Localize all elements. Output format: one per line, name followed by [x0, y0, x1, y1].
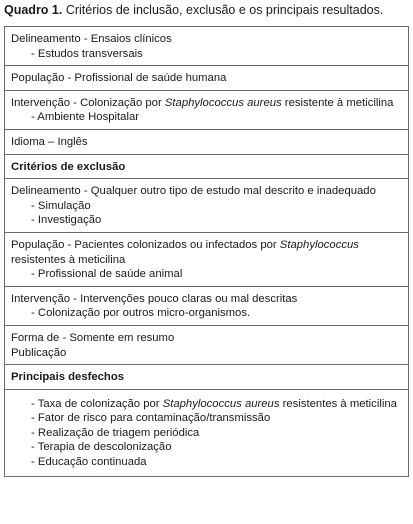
exclusion-population-sub: - Profissional de saúde animal: [11, 267, 402, 282]
exclusion-population-post: resistentes à meticilina: [11, 253, 126, 266]
table-caption: [4, 3, 383, 18]
outcome-item-1: [11, 397, 402, 412]
exclusion-header-row: [5, 155, 408, 180]
inclusion-intervention-text: [11, 96, 402, 111]
exclusion-intervention-text: Intervenção - Intervenções pouco claras ou mal descritas: [11, 292, 298, 305]
exclusion-design-text: Delineamento - Qualquer outro tipo de estudo mal descrito e inadequado: [11, 185, 376, 198]
exclusion-population-row: [5, 233, 408, 287]
outcomes-row: [5, 390, 408, 476]
exclusion-population-text: [11, 238, 402, 267]
caption-label: Quadro 1.: [4, 3, 63, 17]
inclusion-language-text: Idioma – Inglês: [11, 135, 88, 148]
outcomes-header: Principais desfechos: [11, 371, 125, 384]
exclusion-publication-line-1: Forma de - Somente em resumo: [11, 331, 175, 344]
caption-text: Critérios de inclusão, exclusão e os principais resultados.: [62, 3, 384, 17]
inclusion-intervention-sub: - Ambiente Hospitalar: [11, 110, 402, 125]
exclusion-publication-line-2: Publicação: [11, 346, 67, 359]
exclusion-intervention-row: [5, 287, 408, 326]
exclusion-design-sub-1: - Simulação: [11, 199, 402, 214]
inclusion-population-text: População - Profissional de saúde humana: [11, 72, 227, 85]
exclusion-population-species: Staphylococcus: [279, 238, 359, 251]
exclusion-publication-row: [5, 326, 408, 365]
inclusion-population-row: [5, 66, 408, 91]
exclusion-design-sub-2: - Investigação: [11, 213, 402, 228]
outcome-item-1-post: resistentes à meticilina: [279, 397, 397, 410]
inclusion-design-sub: - Estudos transversais: [11, 47, 402, 62]
outcome-item-5: - Educação continuada: [11, 455, 402, 470]
inclusion-language-row: [5, 130, 408, 155]
inclusion-design-row: [5, 27, 408, 66]
outcome-item-2: - Fator de risco para contaminação/transmissão: [11, 411, 402, 426]
inclusion-intervention-pre: Intervenção - Colonização por: [11, 96, 165, 109]
outcomes-header-row: [5, 365, 408, 390]
inclusion-intervention-row: [5, 91, 408, 130]
inclusion-intervention-species: Staphylococcus aureus: [164, 96, 282, 109]
inclusion-design-text: Delineamento - Ensaios clínicos: [11, 33, 172, 45]
criteria-table: [4, 26, 409, 477]
outcome-item-1-species: Staphylococcus aureus: [162, 397, 280, 410]
exclusion-intervention-sub: - Colonização por outros micro-organismos.: [11, 306, 402, 321]
outcome-item-1-pre: Taxa de colonização por: [37, 397, 163, 410]
exclusion-population-pre: População - Pacientes colonizados ou infectados por: [11, 238, 280, 251]
outcome-item-3: - Realização de triagem periódica: [11, 426, 402, 441]
exclusion-header: Critérios de exclusão: [11, 160, 126, 173]
exclusion-design-row: [5, 179, 408, 233]
inclusion-intervention-post: resistente à meticilina: [281, 96, 394, 109]
outcome-item-4: - Terapia de descolonização: [11, 440, 402, 455]
